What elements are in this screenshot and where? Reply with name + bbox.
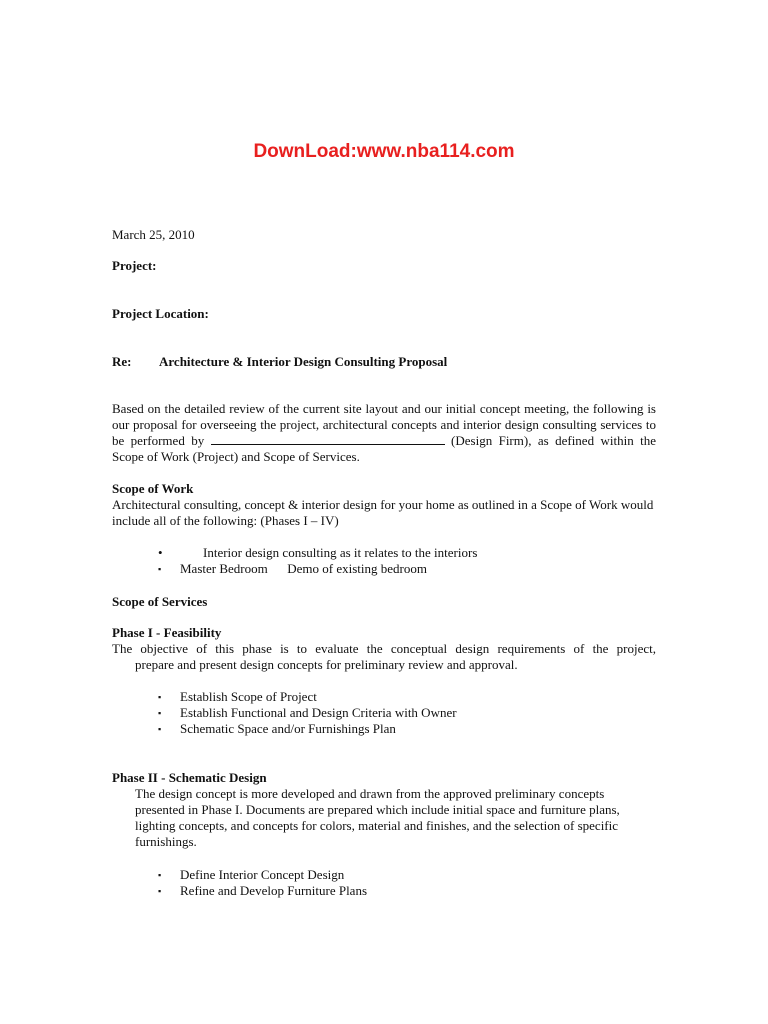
list-item: ▪ Schematic Space and/or Furnishings Plan [158,721,396,736]
phase1-text-line1: The objective of this phase is to evaluate the conceptual design requirements of the project, [112,641,656,656]
square-bullet-icon: ▪ [158,692,162,702]
list-item: ▪ Refine and Develop Furniture Plans [158,883,368,898]
list-item: ▪ Define Interior Concept Design [158,867,345,882]
list-item: ▪ Establish Scope of Project [158,689,317,704]
letter-date: March 25, 2010 [112,227,195,242]
list-item: ▪ Master Bedroom Demo of existing bedroom [158,561,427,576]
intro-paragraph [112,401,656,465]
square-bullet-icon: ▪ [158,870,162,880]
phase1-text-line2: prepare and present design concepts for preliminary review and approval. [135,657,518,672]
phase2-text: The design concept is more developed and drawn from the approved preliminary concepts presented in Phase I. Documents are prepared which include initial space and furniture plans, lighting concepts, and concepts for colors, material and finishes, and the selection of specific furnishings. [135,786,620,849]
design-firm-blank [211,433,445,445]
phase2-list [158,867,368,899]
square-bullet-icon: ▪ [158,724,162,734]
bullet-icon: • [158,545,163,560]
watermark-download-link[interactable]: DownLoad:www.nba114.com [253,141,515,162]
scope-of-work-list [158,545,478,577]
intro-text-2: (Design Firm), as defined within the Scope of Work (Project) and Scope of Services. [112,433,656,464]
scope-of-services-heading: Scope of Services [112,594,208,609]
phase2-heading: Phase II - Schematic Design [112,770,267,785]
list-item: ▪ Establish Functional and Design Criteria with Owner [158,705,457,720]
phase1-heading: Phase I - Feasibility [112,625,222,640]
square-bullet-icon: ▪ [158,564,162,574]
square-bullet-icon: ▪ [158,708,162,718]
scope-of-work-heading: Scope of Work [112,481,194,496]
scope-of-work-text: Architectural consulting, concept & interior design for your home as outlined in a Scope of Work would include all of the following: (Phases I – IV) [112,497,654,528]
re-subject: Architecture & Interior Design Consulting Proposal [159,354,448,369]
project-location-label: Project Location: [112,306,209,321]
intro-text-1: Based on the detailed review of the current site layout and our initial concept meeting, the following is our proposal for overseeing the project, architectural concepts and interior design consulting services to be performed by [112,401,656,448]
list-item: • Interior design consulting as it relates to the interiors [158,545,478,560]
square-bullet-icon: ▪ [158,886,162,896]
phase1-list [158,689,457,737]
re-label: Re: [112,354,132,369]
project-label: Project: [112,258,157,273]
